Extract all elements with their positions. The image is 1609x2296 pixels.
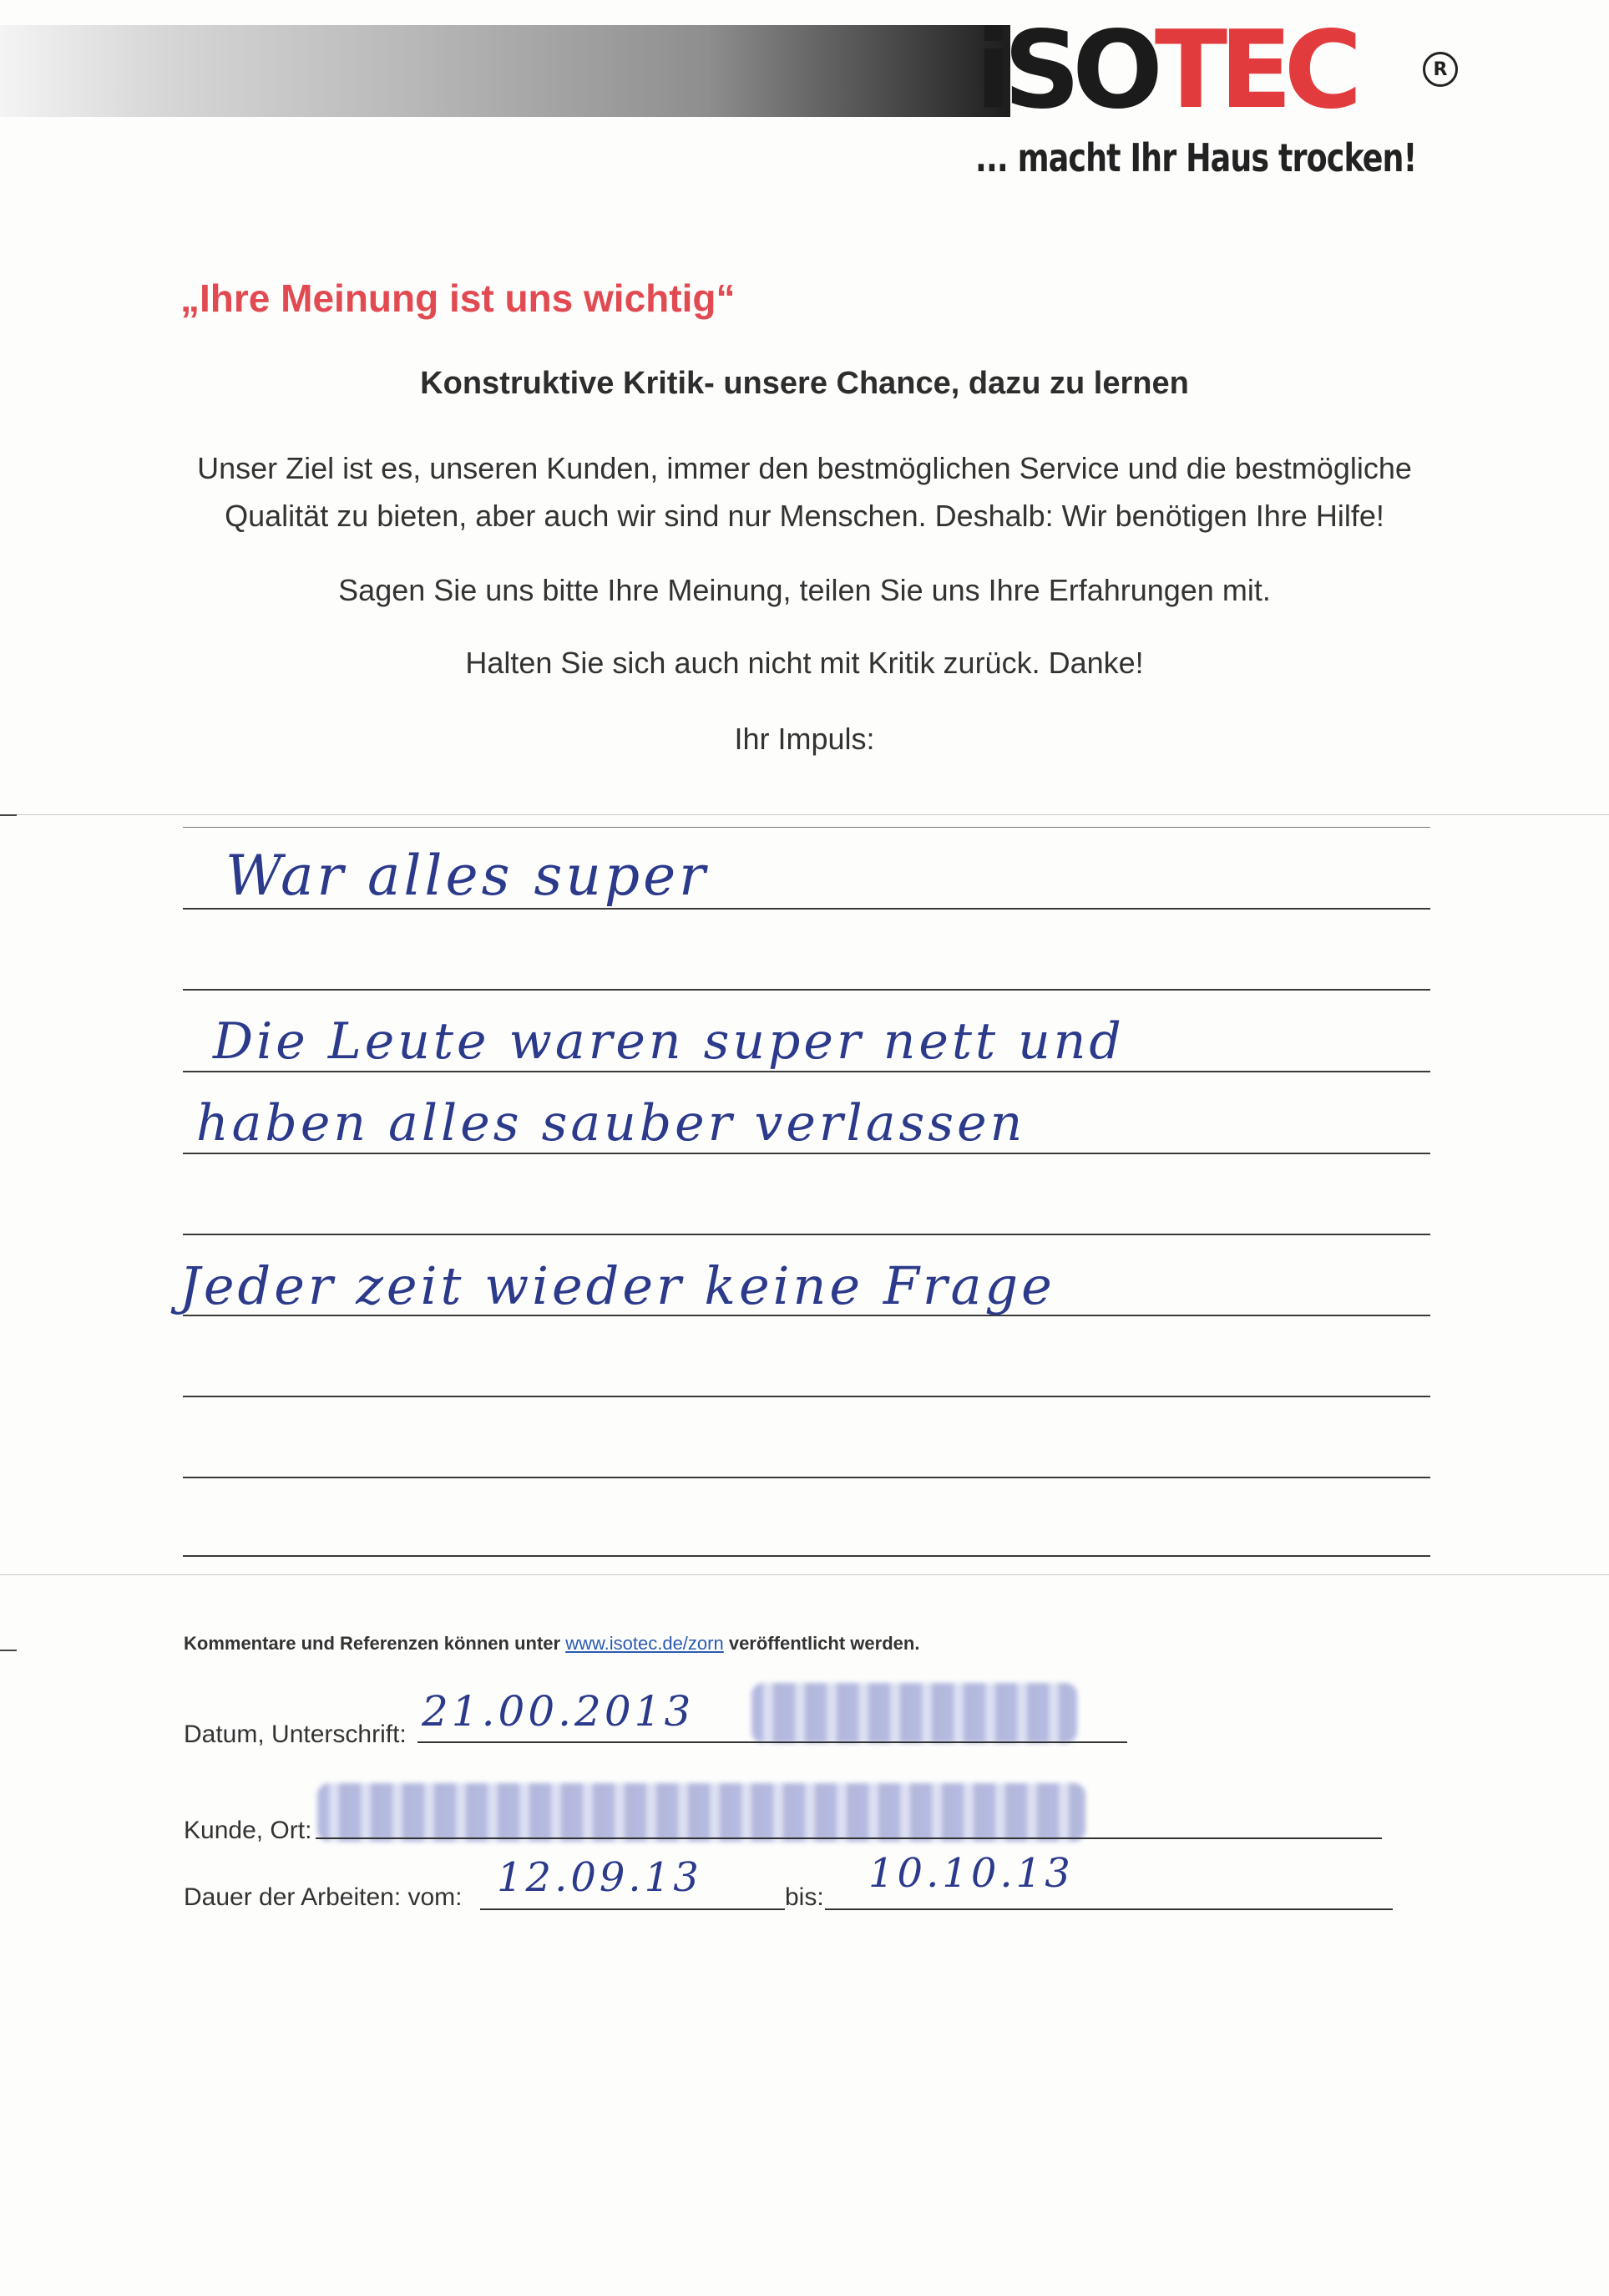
writing-line bbox=[183, 827, 1430, 828]
dauer-to-underline bbox=[825, 1908, 1393, 1910]
intro-line-1: Unser Ziel ist es, unseren Kunden, immer den bestmöglichen Service und die bestmögliche bbox=[197, 451, 1412, 485]
handwritten-line-2: Die Leute waren super nett und bbox=[213, 1012, 1125, 1071]
writing-line bbox=[183, 1555, 1430, 1557]
dauer-label: Dauer der Arbeiten: vom: bbox=[184, 1883, 463, 1911]
fold-line-bottom bbox=[0, 1574, 1609, 1575]
customer-location-redacted bbox=[317, 1783, 1085, 1842]
fold-line-top bbox=[0, 814, 1609, 815]
writing-line bbox=[183, 1071, 1430, 1072]
isotec-logo bbox=[975, 8, 1354, 133]
edge-tick-bottom bbox=[0, 1650, 17, 1651]
writing-line bbox=[183, 1153, 1430, 1154]
dauer-from-underline bbox=[480, 1908, 785, 1910]
form-subtitle: Konstruktive Kritik- unsere Chance, dazu zu lernen bbox=[420, 366, 1189, 401]
writing-line bbox=[183, 1396, 1430, 1397]
reference-note bbox=[184, 1633, 919, 1655]
kunde-label: Kunde, Ort: bbox=[184, 1817, 312, 1844]
writing-line bbox=[183, 1477, 1430, 1478]
form-title: „Ihre Meinung ist uns wichtig“ bbox=[180, 276, 736, 320]
writing-line bbox=[183, 908, 1430, 910]
handwritten-line-3: haben alles sauber verlassen bbox=[196, 1094, 1026, 1153]
datum-label: Datum, Unterschrift: bbox=[184, 1721, 407, 1748]
writing-line bbox=[183, 989, 1430, 991]
logo-iso-text: iSO bbox=[975, 8, 1155, 133]
header-gradient-band bbox=[0, 25, 1010, 117]
edge-tick-top bbox=[0, 814, 17, 816]
registered-trademark-icon: R bbox=[1423, 52, 1458, 87]
kunde-underline bbox=[316, 1837, 1382, 1839]
dauer-to-value: 10.10.13 bbox=[868, 1850, 1074, 1897]
tagline: ... macht Ihr Haus trocken! bbox=[975, 135, 1417, 180]
handwritten-line-4: Jeder zeit wieder keine Frage bbox=[180, 1255, 1055, 1316]
intro-line-3: Sagen Sie uns bitte Ihre Meinung, teilen Sie uns Ihre Erfahrungen mit. bbox=[338, 573, 1271, 607]
datum-underline bbox=[417, 1741, 1127, 1743]
dauer-from-value: 12.09.13 bbox=[497, 1854, 702, 1901]
writing-line bbox=[183, 1234, 1430, 1235]
handwritten-line-1: War alles super bbox=[225, 844, 709, 908]
impuls-label: Ihr Impuls: bbox=[734, 722, 875, 756]
isotec-reference-link[interactable]: www.isotec.de/zorn bbox=[565, 1633, 724, 1654]
signature-redacted bbox=[751, 1683, 1077, 1743]
intro-line-4: Halten Sie sich auch nicht mit Kritik zurück. Danke! bbox=[465, 646, 1144, 680]
logo-tec-text: TEC bbox=[1154, 8, 1354, 133]
reference-note-text: Kommentare und Referenzen können unter bbox=[184, 1633, 566, 1654]
datum-value: 21.00.2013 bbox=[422, 1687, 695, 1736]
intro-line-2: Qualität zu bieten, aber auch wir sind nur Menschen. Deshalb: Wir benötigen Ihre Hilfe! bbox=[225, 499, 1384, 533]
reference-note-text-end: veröffentlicht werden. bbox=[723, 1633, 920, 1654]
bis-label: bis: bbox=[785, 1883, 824, 1911]
